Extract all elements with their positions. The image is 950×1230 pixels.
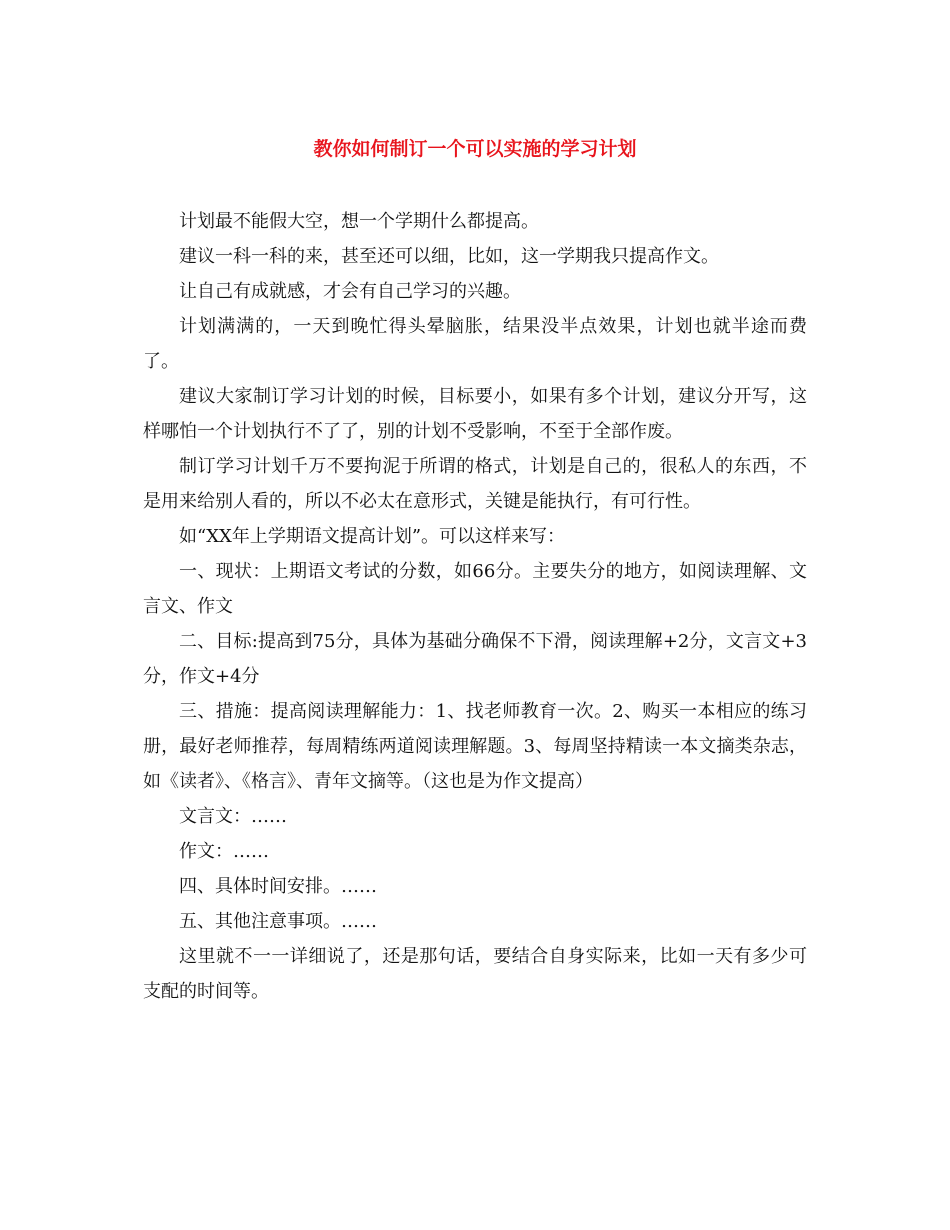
body-paragraph: 让自己有成就感，才会有自己学习的兴趣。 [179, 281, 521, 302]
body-paragraph: 作文：…… [179, 841, 269, 862]
body-paragraph: 文言文：…… [179, 806, 287, 827]
body-paragraph: 三、措施：提高阅读理解能力：1、找老师教育一次。2、购买一本相应的练习册，最好老师推荐，每周精练两道阅读理解题。3、每周坚持精读一本文摘类杂志，如《读者》、《格言》、青年文摘等。（这也是为作文提高） [143, 701, 807, 792]
body-paragraph: 建议大家制订学习计划的时候，目标要小，如果有多个计划，建议分开写，这样哪怕一个计划执行不了了，别的计划不受影响，不至于全部作废。 [143, 386, 807, 442]
body-paragraph: 二、目标:提高到75分，具体为基础分确保不下滑，阅读理解+2分，文言文+3分，作文+4分 [143, 631, 807, 687]
body-paragraph: 计划满满的，一天到晚忙得头晕脑胀，结果没半点效果，计划也就半途而费了。 [143, 316, 807, 372]
document-title: 教你如何制订一个可以实施的学习计划 [313, 138, 637, 160]
body-paragraph: 四、具体时间安排。…… [179, 876, 377, 897]
body-paragraph: 一、现状：上期语文考试的分数，如66分。主要失分的地方，如阅读理解、文言文、作文 [143, 561, 807, 617]
body-paragraph: 如“XX年上学期语文提高计划”。可以这样来写： [179, 526, 566, 547]
body-paragraph: 建议一科一科的来，甚至还可以细，比如，这一学期我只提高作文。 [179, 246, 719, 267]
body-paragraph: 制订学习计划千万不要拘泥于所谓的格式，计划是自己的，很私人的东西，不是用来给别人看的，所以不必太在意形式，关键是能执行，有可行性。 [143, 456, 807, 512]
body-paragraph: 计划最不能假大空，想一个学期什么都提高。 [179, 211, 539, 232]
body-paragraph: 五、其他注意事项。…… [179, 911, 377, 932]
body-paragraph: 这里就不一一详细说了，还是那句话，要结合自身实际来，比如一天有多少可支配的时间等。 [143, 946, 807, 1002]
document-body [143, 204, 807, 1009]
